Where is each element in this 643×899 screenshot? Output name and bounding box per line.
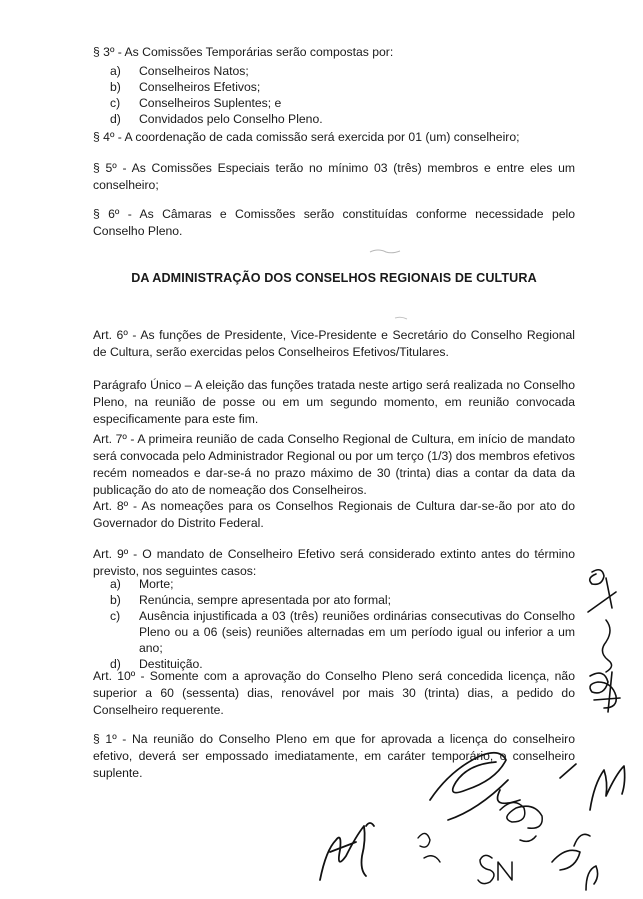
signature-right: [560, 764, 625, 810]
initials-sn: [478, 855, 512, 883]
list-item: a) Conselheiros Natos;: [110, 64, 249, 78]
article-7: Art. 7º - A primeira reunião de cada Conselho Regional de Cultura, em início de mandato será convocada pelo Administrador Regional ou por um terço (1/3) dos membros efetivos recém nomeados e dar-se-á no prazo máximo de 30 (trinta) dias a contar da data da publicação do ato de nomeação dos Conselheiros.: [93, 432, 575, 497]
article-8: Art. 8º - As nomeações para os Conselhos Regionais de Cultura dar-se-ão por ato do Governador do Distrito Federal.: [93, 499, 575, 530]
margin-rubric-1: [588, 570, 616, 612]
paragrafo-unico: Parágrafo Único – A eleição das funções tratada neste artigo será realizada no Conselho Pleno, na reunião de posse ou em um segundo momento, em reunião convocada especificamente para este fim.: [93, 378, 575, 426]
section-heading: DA ADMINISTRAÇÃO DOS CONSELHOS REGIONAIS DE CULTURA: [131, 271, 537, 285]
signature-bottom-right: [552, 834, 598, 890]
article-6: Art. 6º - As funções de Presidente, Vice-Presidente e Secretário do Conselho Regional de Cultura, serão exercidas pelos Conselheiros Efetivos/Titulares.: [93, 328, 575, 359]
list-item: c) Conselheiros Suplentes; e: [110, 96, 282, 110]
article-10-paragraph-1: § 1º - Na reunião do Conselho Pleno em que for aprovada a licença do conselheiro efetivo, deverá ser empossado imediatamente, em caráter temporário, o conselheiro suplente.: [93, 732, 575, 780]
signature-loops: [500, 802, 542, 841]
list-item: c) Ausência injustificada a 03 (três) reuniões ordinárias consecutivas do Conselho Pleno ou a 06 (seis) reuniões alternadas em um período igual ou inferior a um ano;: [110, 609, 575, 655]
margin-rubric-3: [590, 672, 620, 712]
list-item: d) Destituição.: [110, 657, 203, 671]
paragraph-4: § 4º - A coordenação de cada comissão será exercida por 01 (um) conselheiro;: [93, 130, 520, 144]
article-9: Art. 9º - O mandato de Conselheiro Efetivo será considerado extinto antes do término previsto, nos seguintes casos:: [93, 547, 575, 578]
margin-rubric-2: [602, 620, 611, 672]
list-item: b) Renúncia, sempre apresentada por ato formal;: [110, 593, 392, 607]
list-item: a) Morte;: [110, 577, 174, 591]
paragraph-6: § 6º - As Câmaras e Comissões serão constituídas conforme necessidade pelo Conselho Pleno.: [93, 207, 575, 238]
paragraph-3: § 3º - As Comissões Temporárias serão compostas por:: [93, 45, 394, 59]
list-item: b) Conselheiros Efetivos;: [110, 80, 261, 94]
paragraph-5: § 5º - As Comissões Especiais terão no mínimo 03 (três) membros e entre eles um conselheiro;: [93, 161, 575, 192]
list-item: d) Convidados pelo Conselho Pleno.: [110, 112, 323, 126]
signature-small: [418, 833, 440, 862]
signature-left: [320, 823, 374, 880]
article-10: Art. 10º - Somente com a aprovação do Conselho Pleno será concedida licença, não superior a 60 (sessenta) dias, renovável por mais 30 (trinta) dias, a pedido do Conselheiro requerente.: [93, 669, 575, 717]
signature-central: [430, 753, 520, 820]
